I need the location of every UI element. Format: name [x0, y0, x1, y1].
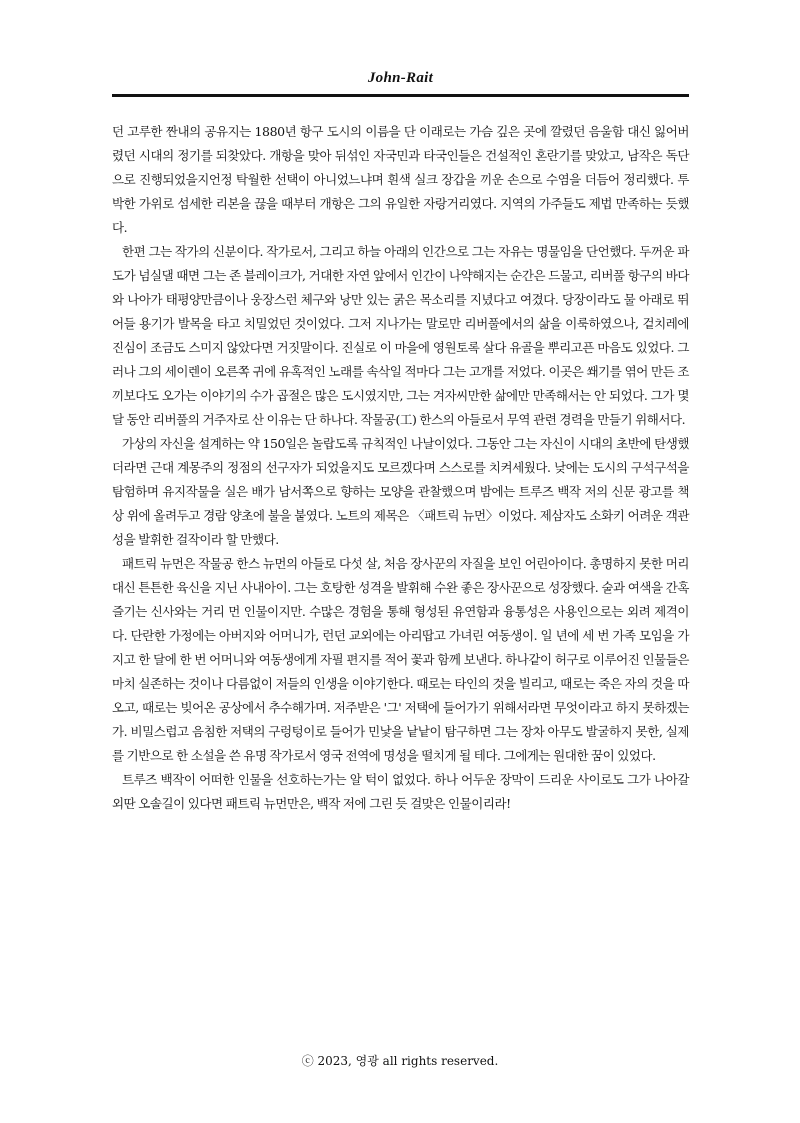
paragraph: 던 고루한 짠내의 공유지는 1880년 항구 도시의 이름을 단 이래로는 가슴 깊은 곳에 깔렸던 음울함 대신 잃어버렸던 시대의 정기를 되찾았다. 개항을 맞아 뒤섞인 자국민과 타국인들은 건설적인 혼란기를 맞았고, 남작은 독단으로 진행되었을지언정 탁월한 선택이 아니었느냐며 흰색 실크 장갑을 끼운 손으로 수염을 더듬어 정리했다. 투박한 가위로 섬세한 리본을 끊을 때부터 개항은 그의 유일한 자랑거리였다. 지역의 가주들도 제법 만족하는 듯했다. [112, 124, 689, 235]
paragraph: 한편 그는 작가의 신분이다. 작가로서, 그리고 하늘 아래의 인간으로 그는 자유는 명물임을 단언했다. 두꺼운 파도가 넘실댈 때면 그는 존 블레이크가, 거대한 자연 앞에서 인간이 나약해지는 순간은 드물고, 리버풀 항구의 바다와 나아가 태평양만큼이나 웅장스런 체구와 낭만 있는 굵은 목소리를 지녔다고 여겼다. 당장이라도 물 아래로 뛰어들 용기가 발목을 타고 치밀었던 것이었다. 그저 지나가는 말로만 리버풀에서의 삶을 이룩하였으나, 겉치레에 진심이 조금도 스미지 않았다면 거짓말이다. 진실로 이 마을에 영원토록 살다 유골을 뿌리고픈 마음도 있었다. 그러나 그의 세이렌이 오른쪽 귀에 유혹적인 노래를 속삭일 적마다 그는 고개를 저었다. 이곳은 쐐기를 엮어 만든 조끼보다도 오가는 이야기의 수가 곱절은 많은 도시였지만, 그는 겨자씨만한 삶에만 만족해서는 안 되었다. 그가 몇 달 동안 리버풀의 거주자로 산 이유는 단 하나다. 작물공(工) 한스의 아들로서 무역 관련 경력을 만들기 위해서다. [112, 244, 689, 427]
paragraph: 가상의 자신을 설계하는 약 150일은 놀랍도록 규칙적인 나날이었다. 그동안 그는 자신이 시대의 초반에 탄생했더라면 근대 계몽주의 정점의 선구자가 되었을지도 모르겠다며 스스로를 치켜세웠다. 낮에는 도시의 구석구석을 탐험하며 유지작물을 실은 배가 남서쪽으로 향하는 모양을 관찰했으며 밤에는 트루즈 백작 저의 신문 광고를 책상 위에 올려두고 경람 양초에 불을 붙였다. 노트의 제목은 〈패트릭 뉴먼〉이었다. 제삼자도 소화키 어려운 객관성을 발휘한 걸작이라 할 만했다. [112, 436, 689, 547]
document-body [112, 120, 689, 816]
paragraph: 패트릭 뉴먼은 작물공 한스 뉴먼의 아들로 다섯 살, 처음 장사꾼의 자질을 보인 어린아이다. 총명하지 못한 머리 대신 튼튼한 육신을 지닌 사내아이. 그는 호탕한 성격을 발휘해 수완 좋은 장사꾼으로 성장했다. 술과 여색을 간혹 즐기는 신사와는 거리 먼 인물이지만. 수많은 경험을 통해 형성된 유연함과 융통성은 사용인으로는 외려 제격이다. 단란한 가정에는 아버지와 어머니가, 런던 교외에는 아리땁고 가녀린 여동생이. 일 년에 세 번 가족 모임을 가지고 한 달에 한 번 어머니와 여동생에게 자필 편지를 적어 꽃과 함께 보낸다. 하나같이 허구로 이루어진 인물들은 마치 실존하는 것이나 다름없이 저들의 인생을 이야기한다. 때로는 타인의 것을 빌리고, 때로는 죽은 자의 것을 따오고, 때로는 빚어온 공상에서 추수해가며. 저주받은 '그' 저택에 들어가기 위해서라면 무엇이라고 하지 못하겠는가. 비밀스럽고 음침한 저택의 구렁텅이로 들어가 민낯을 낱낱이 탐구하면 그는 장차 아무도 발굴하지 못한, 실제를 기반으로 한 소설을 쓴 유명 작가로서 영국 전역에 명성을 떨치게 될 테다. 그에게는 원대한 꿈이 있었다. [112, 556, 689, 763]
copyright-notice: ⓒ 2023, 영광 all rights reserved. [301, 1054, 499, 1068]
page-title: John-Rait [367, 70, 434, 86]
page-header [112, 64, 689, 97]
page-footer [0, 1052, 800, 1070]
paragraph: 트루즈 백작이 어떠한 인물을 선호하는가는 알 턱이 없었다. 하나 어두운 장막이 드리운 사이로도 그가 나아갈 외딴 오솔길이 있다면 패트릭 뉴먼만은, 백작 저에 그린 듯 걸맞은 인물이리라! [112, 772, 689, 811]
